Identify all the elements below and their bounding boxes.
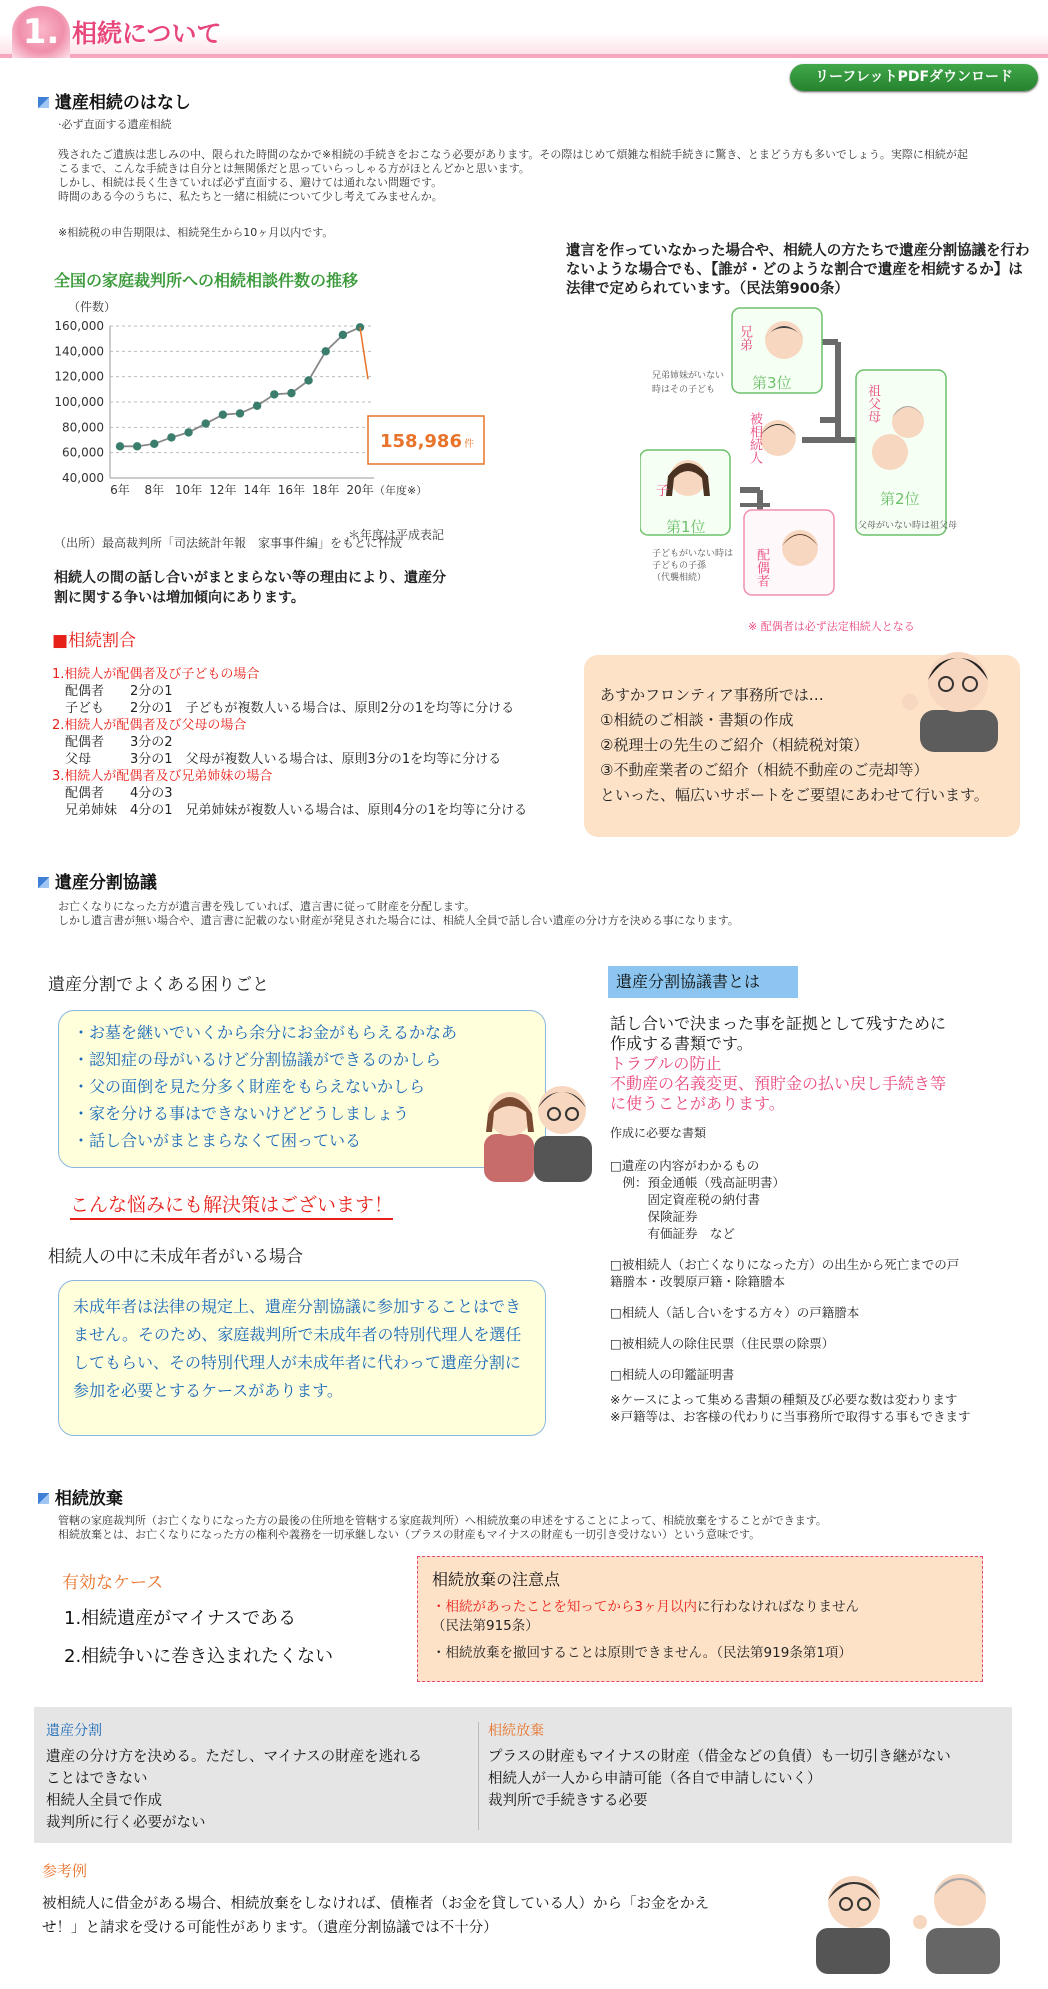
section-heading-renunciation: 相続放棄 xyxy=(38,1484,123,1509)
trouble-item-5: ・話し合いがまとまらなくて困っている xyxy=(73,1131,362,1150)
chart-data-point xyxy=(253,402,261,410)
chart-x-tick-label: 6年 xyxy=(110,483,130,497)
minor-title: 相続人の中に未成年者がいる場合 xyxy=(48,1247,303,1267)
chart-y-tick-label: 160,000 xyxy=(54,319,104,333)
leaflet-pdf-download-button[interactable]: リーフレットPDFダウンロード xyxy=(790,64,1038,91)
rank3-label: 第3位 xyxy=(752,374,792,392)
comparison-divider xyxy=(478,1722,479,1830)
deceased-label: 被相続人 xyxy=(747,412,762,464)
chart-callout-unit: 件 xyxy=(464,439,474,450)
section-heading-inheritance: 遺産相続のはなし xyxy=(38,88,191,113)
chart-data-point xyxy=(116,442,124,450)
inheritance-ratio-title: ■相続割合 xyxy=(52,631,137,651)
chart-x-label: （年度※） xyxy=(374,484,428,497)
office-line-2: ①相続のご相談・書類の作成 xyxy=(600,711,794,729)
chart-x-tick-label: 18年 xyxy=(312,483,340,497)
ratio-case-2-spouse: 配偶者 3分の2 xyxy=(52,735,173,750)
compare-left-list: 遺産の分け方を決める。ただし、マイナスの財産を逃れる ことはできない 相続人全員で作成 裁判所に行く必要がない xyxy=(46,1749,423,1831)
chart-callout-pointer xyxy=(360,327,368,379)
intro-line-4: 時間のある今のうちに、私たちと一緒に相続について少し考えてみませんか。 xyxy=(58,190,443,203)
page-title: 相続について xyxy=(72,19,222,48)
chart-data-point xyxy=(270,390,278,398)
caution-item-2: ・相続放棄を撤回することは原則できません。（民法第919条第1項） xyxy=(432,1645,852,1661)
grandmother-face-icon xyxy=(892,406,924,438)
doc-item-seal-certificate: □相続人の印鑑証明書 xyxy=(610,1367,735,1382)
sibling-note-2: 時はその子ども xyxy=(652,385,716,395)
trouble-item-3: ・父の面倒を見た分多く財産をもらえないかしら xyxy=(73,1077,426,1096)
advisor-illustration xyxy=(900,636,1010,752)
caution-title: 相続放棄の注意点 xyxy=(432,1570,561,1589)
example-title: 参考例 xyxy=(42,1862,88,1880)
child-note-2: 子どもの子孫 xyxy=(652,561,707,571)
spouse-face-icon xyxy=(782,530,818,566)
grandparent-note: 父母がいない時は祖父母 xyxy=(858,521,958,531)
office-line-1: あすかフロンティア事務所では… xyxy=(600,686,824,704)
chart-x-tick-label: 12年 xyxy=(209,483,237,497)
deceased-face-icon xyxy=(760,420,796,456)
renunciation-line-1: 管轄の家庭裁判所（お亡くなりになった方の最後の住所地を管轄する家庭裁判所）へ相続放棄の申述をすることによって、相続放棄をすることができます。 xyxy=(58,1514,827,1527)
child-note-3: （代襲相続） xyxy=(652,573,707,583)
trouble-item-2: ・認知症の母がいるけど分割協議ができるのかしら xyxy=(73,1050,442,1069)
chart-data-point xyxy=(202,419,210,427)
required-docs-list: □遺産の内容がわかるもの 例：預金通帳（残高証明書） 固定資産税の納付書 保険証券 有価証券 など □被相続人（お亡くなりになった方）の出生から死亡までの戸 籍謄本・改製原戸籍・除籍謄本 □相続人（話し合いをする方々）の戸籍謄本 □被相続人の除住民票（住民票の除票） □相続人の印鑑証明書 ※ケースによって集める書類の種類及び必要な数は変わります ※戸籍等は、お客様の代わりに当事務所で取得する事もできます xyxy=(610,1157,1030,1425)
couple-illustration xyxy=(478,1072,594,1182)
chart-x-tick-label: 10年 xyxy=(174,483,203,497)
chart-data-point xyxy=(236,409,244,417)
intro-line-3: しかし、相続は長く生きていれば必ず直面する、避けては通れない問題です。 xyxy=(58,176,443,189)
debtor-creditor-illustration xyxy=(808,1858,1008,1974)
valid-case-2: 2.相続争いに巻き込まれたくない xyxy=(64,1646,334,1667)
compare-right-list: プラスの財産もマイナスの財産（借金などの負債）も一切引き継がない 相続人が一人から申請可能（各自で申請しにいく） 裁判所で手続きする必要 xyxy=(488,1749,951,1809)
chart-y-tick-label: 40,000 xyxy=(62,471,104,485)
chart-source: （出所）最高裁判所「司法統計年報 家事事件編」をもとに作成 xyxy=(54,536,403,550)
ratio-case-2: 2.相続人が配偶者及び父母の場合 xyxy=(52,718,247,733)
division-doc-label: 遺産分割協議書とは xyxy=(608,966,798,998)
tax-deadline-note: ※相続税の申告期限は、相続発生から10ヶ月以内です。 xyxy=(58,226,334,239)
valid-case-title: 有効なケース xyxy=(62,1573,164,1593)
chart-data-point xyxy=(304,376,312,384)
office-line-4: ③不動産業者のご紹介（相続不動産のご売却等） xyxy=(600,761,929,779)
chart-data-point xyxy=(184,428,192,436)
ratio-case-3-siblings: 兄弟姉妹 4分の1 兄弟姉妹が複数人いる場合は、原則4分の1を均等に分ける xyxy=(52,803,528,818)
ratio-case-3-spouse: 配偶者 4分の3 xyxy=(52,786,173,801)
chart-data-point xyxy=(167,433,175,441)
chart-callout-value: 158,986 xyxy=(380,431,462,452)
valid-case-1: 1.相続遺産がマイナスである xyxy=(64,1608,297,1629)
chart-y-label: （件数） xyxy=(68,300,117,314)
section-heading-division: 遺産分割協議 xyxy=(38,868,157,893)
chart-x-tick-label: 14年 xyxy=(243,483,271,497)
office-line-3: ②税理士の先生のご紹介（相続税対策） xyxy=(600,736,869,754)
division-line-2: しかし遺言書が無い場合や、遺言書に記載のない財産が発見された場合には、相続人全員で話し合い遺産の分け方を決める事になります。 xyxy=(58,914,739,927)
chart-y-tick-label: 100,000 xyxy=(54,395,104,409)
chart-data-point xyxy=(133,442,141,450)
ratio-case-2-parents: 父母 3分の1 父母が複数人いる場合は、原則3分の1を均等に分ける xyxy=(52,752,502,767)
chart-title: 全国の家庭裁判所への相続相談件数の推移 xyxy=(54,271,359,290)
section-marker-icon xyxy=(38,97,49,108)
consultation-line-chart xyxy=(30,310,550,535)
chart-y-tick-label: 60,000 xyxy=(62,445,104,460)
chart-x-tick-label: 8年 xyxy=(144,483,165,497)
ratio-case-1: 1.相続人が配偶者及び子どもの場合 xyxy=(52,667,260,682)
doc-item-heir-register: □相続人（話し合いをする方々）の戸籍謄本 xyxy=(610,1305,860,1320)
office-line-5: といった、幅広いサポートをご要望にあわせて行います。 xyxy=(600,786,989,804)
section-subtitle: ·必ず直面する遺産相続 xyxy=(58,118,172,131)
trouble-list-box xyxy=(58,1010,546,1168)
chart-y-tick-label: 80,000 xyxy=(62,420,104,435)
ratio-case-3: 3.相続人が配偶者及び兄弟姉妹の場合 xyxy=(52,769,273,784)
minor-text-box: 未成年者は法律の規定上、遺産分割協議に参加することはできません。そのため、家庭裁判所で未成年者の特別代理人を選任してもらい、その特別代理人が未成年者に代わって遺産分割に参加を必要とするケースがあります。 xyxy=(58,1280,546,1436)
division-line-1: お亡くなりになった方が遺言書を残していれば、遺言書に従って財産を分配します。 xyxy=(58,900,476,913)
grandparent-label: 祖父母 xyxy=(865,384,880,423)
chart-footnote: ＊年度は平成表記 xyxy=(348,528,445,542)
ratio-case-1-child: 子ども 2分の1 子どもが複数人いる場合は、原則2分の1を均等に分ける xyxy=(52,701,515,716)
renunciation-line-2: 相続放棄とは、お亡くなりになった方の権利や義務を一切承継しない（プラスの財産もマイナスの財産も一切引き受けない）という意味です。 xyxy=(58,1528,761,1541)
chart-y-tick-label: 120,000 xyxy=(54,369,104,384)
chart-y-tick-label: 140,000 xyxy=(54,344,104,359)
statutory-inheritance-text: 遺言を作っていなかった場合や、相続人の方たちで遺産分割協議を行わないような場合でも、【誰が・どのような割合で遺産を相続するか】は法律で定められています。（民法第900条） xyxy=(566,243,1030,297)
chart-series-line xyxy=(120,327,360,446)
solution-banner: こんな悩みにも解決策はございます！ xyxy=(70,1190,393,1220)
division-doc-description: 話し合いで決まった事を証拠として残すために 作成する書類です。 トラブルの防止 不動産の名義変更、預貯金の払い戻し手続き等 に使うことがあります。 xyxy=(610,1014,947,1113)
chart-data-point xyxy=(287,389,295,397)
renunciation-caution-box: 相続放棄の注意点 ・相続があったことを知ってから3ヶ月以内に行わなければなりません （民法第915条） ・相続放棄を撤回することは原則できません。（民法第919条第1項） xyxy=(417,1556,983,1682)
section-marker-icon xyxy=(38,877,49,888)
spouse-note: ※ 配偶者は必ず法定相続人となる xyxy=(748,620,915,633)
chart-x-tick-label: 16年 xyxy=(277,483,306,497)
doc-item-family-register: □被相続人（お亡くなりになった方）の出生から死亡までの戸 xyxy=(610,1257,960,1272)
compare-left-title: 遺産分割 xyxy=(46,1723,102,1739)
rank2-label: 第2位 xyxy=(880,490,920,508)
docs-note-1: ※ケースによって集める書類の種類及び必要な数は変わります xyxy=(610,1392,958,1407)
docs-note-2: ※戸籍等は、お客様の代わりに当事務所で取得する事もできます xyxy=(610,1409,971,1424)
section-marker-icon xyxy=(38,1493,49,1504)
trouble-item-1: ・お墓を継いでいくから余分にお金がもらえるかなあ xyxy=(73,1023,458,1042)
sibling-label: 兄弟 xyxy=(737,325,752,351)
compare-right-title: 相続放棄 xyxy=(488,1723,544,1739)
grandfather-face-icon xyxy=(872,434,908,470)
chart-x-tick-label: 20年 xyxy=(346,483,374,497)
intro-line-1: 残されたご遺族は悲しみの中、限られた時間のなかで※相続の手続きをおこなう必要があります。その際はじめて煩雑な相続手続きに驚き、とまどう方も多いでしょう。実際に相続が起 xyxy=(58,148,968,161)
child-note-1: 子どもがいない時は xyxy=(652,549,734,559)
chart-data-point xyxy=(322,347,330,355)
ratio-case-1-spouse: 配偶者 2分の1 xyxy=(52,684,173,699)
doc-item-resident-record: □被相続人の除住民票（住民票の除票） xyxy=(610,1336,835,1351)
trouble-item-4: ・家を分ける事はできないけどどうしましょう xyxy=(73,1104,410,1123)
required-docs-title: 作成に必要な書類 xyxy=(610,1126,707,1140)
trouble-title: 遺産分割でよくある困りごと xyxy=(48,975,269,995)
chart-data-point xyxy=(150,440,158,448)
spouse-label: 配偶者 xyxy=(754,548,769,587)
sibling-note-1: 兄弟姉妹がいない xyxy=(652,371,725,381)
chart-data-point xyxy=(219,410,227,418)
intro-line-2: こるまで、こんな手続きは自分とは無関係だと思っていらっしゃる方がほとんどかと思います。 xyxy=(58,162,530,175)
family-diagram xyxy=(640,300,960,635)
chart-conclusion: 相続人の間の話し合いがまとまらない等の理由により、遺産分割に関する争いは増加傾向にあります。 xyxy=(54,570,446,606)
section-number-badge: 1. xyxy=(12,6,70,58)
example-text: 被相続人に借金がある場合、相続放棄をしなければ、債権者（お金を貸している人）から「お金をかえ せ！」と請求を受ける可能性があります。（遺産分割協議では不十分） xyxy=(42,1896,709,1936)
doc-item-estate: □遺産の内容がわかるもの xyxy=(610,1158,760,1173)
child-label: 子 xyxy=(656,484,670,499)
rank1-label: 第1位 xyxy=(666,518,706,536)
inheritance-ratio-list xyxy=(52,666,592,819)
chart-data-point xyxy=(339,331,347,339)
